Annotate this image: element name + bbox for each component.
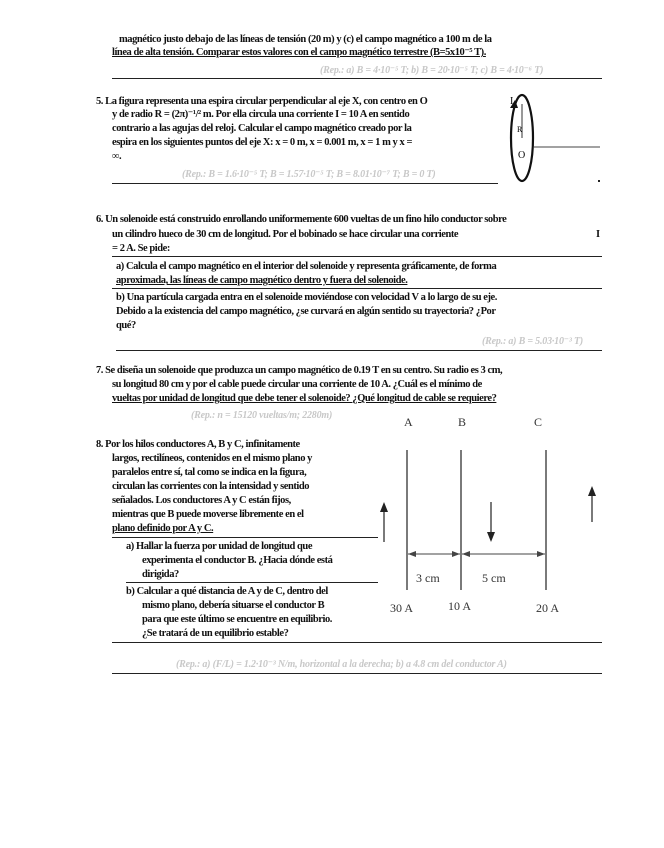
arrow-up-icon [588, 486, 596, 522]
p6-a-line-1: a) Calcula el campo magnético en el interior del solenoide y representa gráficamente, de forma [116, 261, 497, 272]
wire-a-label: A [404, 415, 413, 429]
p8-a-line-1: a) Hallar la fuerza por unidad de longitud que [126, 541, 313, 552]
p7-line-1: 7. Se diseña un solenoide que produzca un campo magnético de 0.19 T en su centro. Su radio es 3 cm, [96, 365, 503, 376]
divider [112, 642, 602, 643]
p5-line-1: 5. La figura representa una espira circular perpendicular al eje X, con centro en O [96, 96, 428, 107]
p8-line-3: paralelos entre sí, tal como se indica en la figura, [112, 467, 307, 478]
dimension-ab [408, 551, 460, 557]
dist-bc-label: 5 cm [482, 571, 506, 585]
r-label: R [517, 125, 523, 134]
intro-answer: (Rep.: a) B = 4·10⁻⁵ T; b) B = 20·10⁻⁵ T; c) B = 4·10⁻⁶ T) [320, 65, 544, 76]
wire-c-label: C [534, 415, 543, 429]
current-c-label: 20 A [536, 601, 560, 615]
intro-line-2: línea de alta tensión. Comparar estos valores con el campo magnético terrestre (B=5x10⁻⁵ T). [112, 47, 486, 58]
wire-b-label: B [458, 415, 467, 429]
p8-a-line-3: dirigida? [142, 569, 179, 580]
p7-answer: (Rep.: n = 15120 vueltas/m; 2280m) [191, 410, 333, 421]
divider [112, 256, 602, 257]
p8-a-line-2: experimenta el conductor B. ¿Hacia dónde está [142, 555, 333, 566]
divider [112, 78, 602, 79]
p6-line-2-symbol: I [596, 229, 600, 240]
p5-line-2: y de radio R = (2π)⁻¹/² m. Por ella circula una corriente I = 10 A en sentido [112, 109, 410, 120]
arrow-down-icon [487, 502, 495, 542]
intro-line-1: magnético justo debajo de las líneas de tensión (20 m) y (c) el campo magnético a 100 m de la [119, 34, 492, 45]
p8-line-4: circulan las corrientes con la intensidad y sentido [112, 481, 310, 492]
p8-b-line-4: ¿Se tratará de un equilibrio estable? [142, 628, 289, 639]
p8-line-1: 8. Por los hilos conductores A, B y C, infinitamente [96, 439, 300, 450]
p6-b-line-1: b) Una partícula cargada entra en el solenoide moviéndose con velocidad V a lo largo de su eje. [116, 292, 497, 303]
p5-answer: (Rep.: B = 1.6·10⁻⁵ T; B = 1.57·10⁻⁵ T; B = 8.01·10⁻⁷ T; B = 0 T) [182, 169, 436, 180]
i-label: I [510, 96, 514, 107]
dot [598, 180, 600, 182]
loop-figure [500, 92, 610, 192]
arrow-up-icon [380, 502, 388, 542]
p7-line-3: vueltas por unidad de longitud que debe tener el solenoide? ¿Qué longitud de cable se requiere? [112, 393, 497, 404]
current-a-label: 30 A [390, 601, 414, 615]
divider [126, 582, 378, 583]
p6-b-line-2: Debido a la existencia del campo magnético, ¿se curvará en algún sentido su trayectoria? ¿Por [116, 306, 496, 317]
p8-line-5: señalados. Los conductores A y C están fijos, [112, 495, 291, 506]
p5-line-5: ∞. [112, 151, 122, 162]
o-label: O [518, 150, 526, 161]
wires-figure [374, 410, 604, 620]
divider [112, 673, 602, 674]
p8-answer: (Rep.: a) (F/L) = 1.2·10⁻³ N/m, horizontal a la derecha; b) a 4.8 cm del conductor A) [176, 659, 507, 670]
p8-line-6: mientras que B puede moverse libremente en el [112, 509, 304, 520]
p6-line-1: 6. Un solenoide está construido enrollando uniformemente 600 vueltas de un fino hilo conductor sobre [96, 214, 507, 225]
p6-line-3: = 2 A. Se pide: [112, 243, 170, 254]
divider [112, 288, 602, 289]
p6-b-line-3: qué? [116, 320, 136, 331]
p5-line-3: contrario a las agujas del reloj. Calcular el campo magnético creado por la [112, 123, 412, 134]
p7-line-2: su longitud 80 cm y por el cable puede circular una corriente de 10 A. ¿Cuál es el mínimo de [112, 379, 482, 390]
dimension-bc [462, 551, 545, 557]
p6-answer: (Rep.: a) B = 5.03·10⁻³ T) [482, 336, 583, 347]
p8-line-7: plano definido por A y C. [112, 523, 214, 534]
p8-b-line-1: b) Calcular a qué distancia de A y de C, dentro del [126, 586, 328, 597]
p6-a-line-2: aproximada, las líneas de campo magnético dentro y fuera del solenoide. [116, 275, 408, 286]
current-b-label: 10 A [448, 599, 472, 613]
p5-line-4: espira en los siguientes puntos del eje X: x = 0 m, x = 0.001 m, x = 1 m y x = [112, 137, 413, 148]
dist-ab-label: 3 cm [416, 571, 440, 585]
divider [116, 350, 602, 351]
p8-b-line-3: para que este último se encuentre en equilibrio. [142, 614, 332, 625]
divider [112, 183, 498, 184]
divider [112, 537, 378, 538]
p6-line-2: un cilindro hueco de 30 cm de longitud. Por el bobinado se hace circular una corriente [112, 229, 459, 240]
p8-b-line-2: mismo plano, debería situarse el conductor B [142, 600, 325, 611]
p8-line-2: largos, rectilíneos, contenidos en el mismo plano y [112, 453, 312, 464]
